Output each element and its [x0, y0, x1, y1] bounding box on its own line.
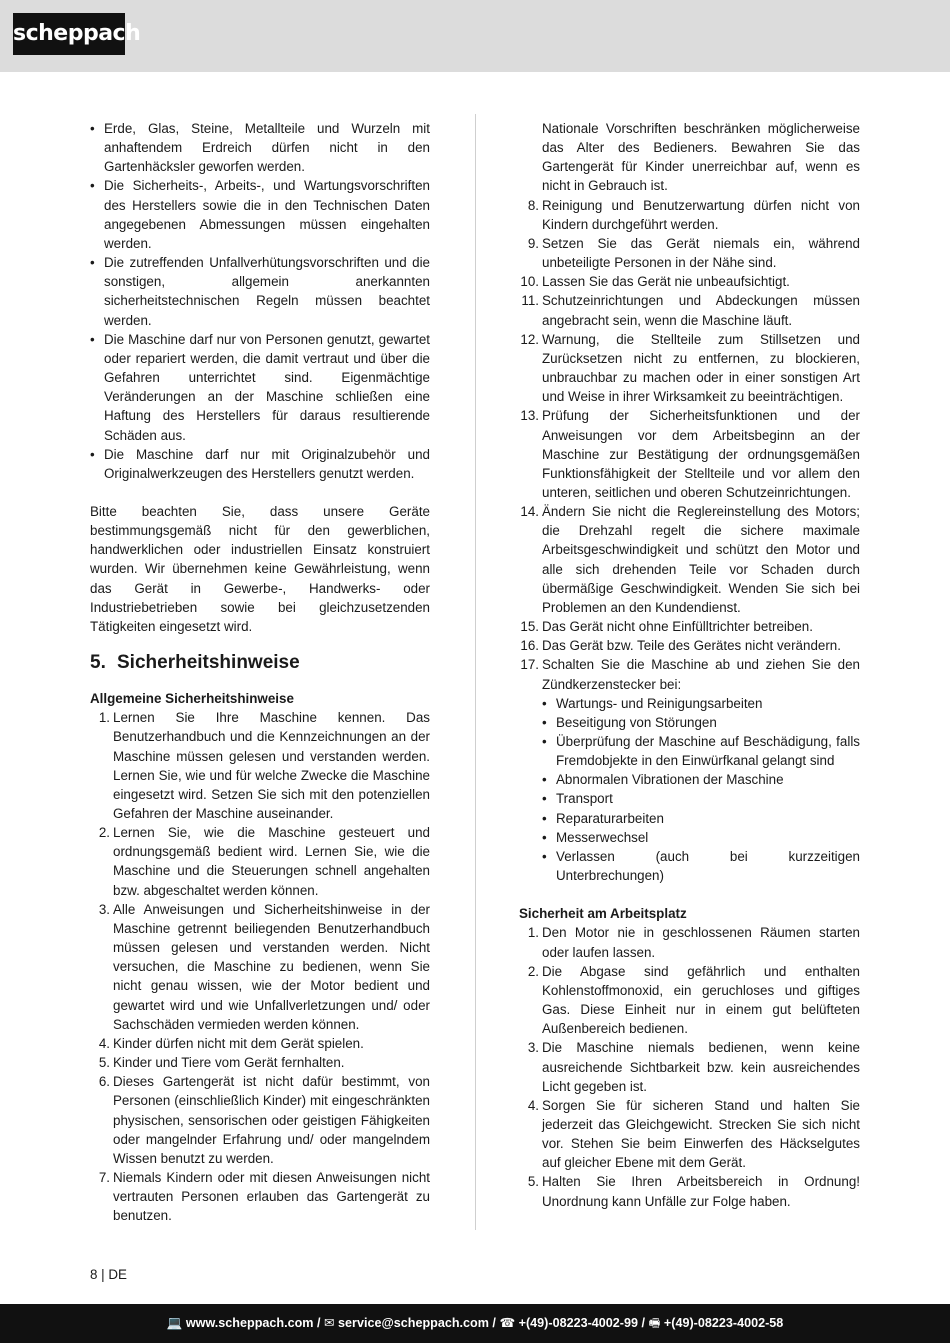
- list-item: • Transport: [542, 789, 860, 808]
- list-item: • Die zutreffenden Unfallverhütungsvorschriften und die sonstigen, allgemein anerkannten sicherheitstechnischen Regeln müssen beachtet werden.: [90, 253, 430, 330]
- page-language: DE: [108, 1267, 127, 1282]
- item-number: 3.: [527, 1040, 539, 1056]
- item-text: Warnung, die Stellteile zum Stillsetzen und Zurücksetzen nicht zu entfernen, zu blockieren, unbrauchbar zu machen oder in einer sonstigen Art und Weise in ihrer Wirksamkeit zu beeinträchtigen.: [542, 331, 860, 405]
- list-item: [90, 1072, 430, 1168]
- item-number: 1.: [527, 925, 539, 941]
- website-link[interactable]: www.scheppach.com: [185, 1316, 314, 1330]
- phone-icon: ☎: [499, 1316, 516, 1330]
- right-column: [519, 119, 860, 1211]
- list-item: • Beseitigung von Störungen: [542, 713, 860, 732]
- workplace-safety-list: [519, 923, 860, 1210]
- item-text: Halten Sie Ihren Arbeitsbereich in Ordnung! Unordnung kann Unfälle zur Folge haben.: [542, 1174, 860, 1209]
- list-item: [519, 636, 860, 655]
- list-item: [90, 1034, 430, 1053]
- spark-plug-bullet-list: [542, 694, 860, 886]
- item-text: Lernen Sie, wie die Maschine gesteuert und ordnungsgemäß bedient wird. Lernen Sie, wie die Maschine und die Steuerungen schnell angehalten bzw. abgeschaltet werden können.: [113, 825, 430, 898]
- list-item: • Überprüfung der Maschine auf Beschädigung, falls Fremdobjekte in den Einwürfkanal gelangt sind: [542, 732, 860, 770]
- list-item: [519, 330, 860, 407]
- item-number: 7.: [98, 1169, 110, 1185]
- mail-icon: ✉: [323, 1316, 335, 1330]
- item-number: 16.: [520, 638, 539, 654]
- page-number: 8 | DE: [90, 1267, 127, 1282]
- list-item: • Abnormalen Vibrationen der Maschine: [542, 770, 860, 789]
- item-number: 11.: [521, 293, 539, 309]
- footer-bar: [0, 1304, 950, 1343]
- item-number: 1.: [98, 710, 110, 726]
- item-number: 4.: [98, 1035, 110, 1051]
- item-text: Schutzeinrichtungen und Abdeckungen müssen angebracht sein, wenn die Maschine läuft.: [542, 293, 860, 328]
- item-text: Den Motor nie in geschlossenen Räumen starten oder laufen lassen.: [542, 925, 860, 960]
- list-item: • Erde, Glas, Steine, Metallteile und Wurzeln mit anhaftendem Erdreich dürfen nicht in den Gartenhäcksler geworfen werden.: [90, 119, 430, 176]
- fax-icon: 🖷: [648, 1316, 661, 1330]
- list-item: [90, 823, 430, 900]
- email-link[interactable]: service@scheppach.com: [338, 1316, 489, 1330]
- item-number: 14.: [520, 504, 539, 520]
- item-number: 15.: [520, 619, 539, 635]
- item-text: Sorgen Sie für sicheren Stand und halten Sie jederzeit das Gleichgewicht. Strecken Sie sich nicht vor. Stehen Sie beim Einwerfen des Häckselgutes auf gleicher Ebene mit dem Gerät.: [542, 1097, 860, 1171]
- item-number: 2.: [527, 963, 539, 979]
- item-text: Alle Anweisungen und Sicherheitshinweise in der Maschine getrennt beiliegenden Benutzerhandbuch müssen gelesen und verstanden werden. Nicht versuchen, die Maschine zu bedienen, wenn Sie nicht genau wissen, wie der Motor bedient und gewartet wird und wie Unfallverletzungen und/ oder Sachschäden vermieden werden können.: [113, 901, 430, 1032]
- list-item: [90, 1053, 430, 1072]
- subheading-workplace-safety: Sicherheit am Arbeitsplatz: [519, 906, 687, 922]
- item-text: Ändern Sie nicht die Reglereinstellung des Motors; die Drehzahl regelt die sichere maximale Arbeitsgeschwindigkeit und schützt den Motor und alle sich drehenden Teile vor Schaden durch übermäßige Geschwindigkeit. Wenden Sie sich bei Problemen an den Kundendienst.: [542, 504, 860, 615]
- list-item: [519, 406, 860, 502]
- item-text: Prüfung der Sicherheitsfunktionen und der Anweisungen vor dem Arbeitsbeginn an der Maschine zur Bestätigung der ordnungsgemäßen Funktionsfähigkeit der Stellteile und vor allem den unteren, seitlichen und oberen Schutzeinrichtungen.: [542, 408, 860, 500]
- continuation-text: Nationale Vorschriften beschränken möglicherweise das Alter des Bedieners. Bewahren Sie das Gartengerät für Kinder unerreichbar auf, wenn es nicht in Gebrauch ist.: [542, 121, 860, 194]
- list-item: • Die Maschine darf nur mit Originalzubehör und Originalwerkzeugen des Herstellers genutzt werden.: [90, 445, 430, 483]
- list-item: • Wartungs- und Reinigungsarbeiten: [542, 694, 860, 713]
- general-safety-list: [90, 708, 430, 1225]
- separator: /: [313, 1316, 324, 1330]
- item-number: 4.: [527, 1097, 539, 1113]
- item-number: 8.: [527, 197, 539, 213]
- computer-icon: 💻: [166, 1316, 183, 1330]
- list-item: [519, 617, 860, 636]
- list-item: [90, 900, 430, 1034]
- intro-bullet-list: [90, 119, 430, 483]
- item-number: 9.: [527, 235, 539, 251]
- item-number: 2.: [98, 825, 110, 841]
- item-text: Setzen Sie das Gerät niemals ein, während unbeteiligte Personen in der Nähe sind.: [542, 235, 860, 271]
- item-text: Reinigung und Benutzerwartung dürfen nicht von Kindern durchgeführt werden.: [542, 197, 860, 232]
- section-heading: [90, 636, 430, 689]
- page-number-value: 8: [90, 1267, 98, 1282]
- fax-number: +(49)-08223-4002-58: [663, 1316, 784, 1330]
- list-item: [519, 1038, 860, 1095]
- item-text: Niemals Kindern oder mit diesen Anweisungen nicht vertrauten Personen erlauben das Gartengerät zu benutzen.: [113, 1169, 430, 1224]
- separator: /: [488, 1316, 500, 1330]
- item-text: Die Maschine niemals bedienen, wenn keine ausreichende Sichtbarkeit bzw. kein ausreichendes Licht gegeben ist.: [542, 1040, 860, 1094]
- column-divider: [475, 114, 476, 1230]
- item-text: Kinder dürfen nicht mit dem Gerät spielen.: [113, 1035, 364, 1051]
- item-number: 10.: [520, 274, 539, 290]
- list-item: • Die Maschine darf nur von Personen genutzt, gewartet oder repariert werden, die damit vertraut und über die Gefahren unterrichtet sind. Eigenmächtige Veränderungen an der Maschine schließen eine Haftung des Herstellers für daraus resultierende Schäden aus.: [90, 330, 430, 445]
- list-item: [519, 923, 860, 961]
- item-number: 17.: [520, 657, 539, 673]
- list-item: [519, 502, 860, 617]
- item-text: Die Abgase sind gefährlich und enthalten Kohlenstoffmonoxid, ein geruchloses und giftiges Gas. Diese Einheit nur in einem gut belüfteten Außenbereich bedienen.: [542, 963, 860, 1037]
- section-title: Sicherheitshinweise: [117, 652, 300, 674]
- subheading-general-safety: Allgemeine Sicherheitshinweise: [90, 691, 294, 707]
- scheppach-logo: scheppach: [13, 13, 125, 55]
- item-number: 12.: [520, 331, 539, 347]
- list-item: [519, 291, 860, 329]
- item-number: 3.: [98, 901, 110, 917]
- header-bar: [0, 0, 950, 72]
- list-item: [519, 272, 860, 291]
- list-item: • Reparaturarbeiten: [542, 809, 860, 828]
- general-safety-list-continued: [519, 196, 860, 886]
- item-number: 6.: [98, 1074, 110, 1090]
- item-text: Das Gerät bzw. Teile des Gerätes nicht verändern.: [542, 638, 841, 654]
- item-number: 5.: [98, 1055, 110, 1071]
- list-item: • Messerwechsel: [542, 828, 860, 847]
- item-number: 5.: [527, 1174, 539, 1190]
- usage-note-paragraph: Bitte beachten Sie, dass unsere Geräte bestimmungsgemäß nicht für den gewerblichen, handwerklichen oder industriellen Einsatz konstruiert wurden. Wir übernehmen keine Gewährleistung, wenn das Gerät in Gewerbe-, Handwerks- oder Industriebetrieben sowie bei gleichzusetzenden Tätigkeiten eingesetzt wird.: [90, 503, 430, 634]
- item-text: Lassen Sie das Gerät nie unbeaufsichtigt.: [542, 274, 790, 290]
- left-column: [90, 119, 430, 1225]
- list-item: [519, 962, 860, 1039]
- item-text: Das Gerät nicht ohne Einfülltrichter betreiben.: [542, 619, 813, 635]
- item-text: Kinder und Tiere vom Gerät fernhalten.: [113, 1055, 345, 1071]
- list-item: [90, 1168, 430, 1225]
- phone-number: +(49)-08223-4002-99: [518, 1316, 639, 1330]
- list-item: [519, 655, 860, 885]
- item-text: Dieses Gartengerät ist nicht dafür bestimmt, von Personen (einschließlich Kinder) mit eingeschränkten physischen, sensorischen oder geistigen Fähigkeiten oder mangelnder Erfahrung und/ oder mangelndem Wissen benutzt zu werden.: [113, 1074, 430, 1166]
- list-item: [519, 1096, 860, 1173]
- list-item: [90, 708, 430, 823]
- list-item: [519, 196, 860, 234]
- list-item: [519, 234, 860, 272]
- item-number: 13.: [520, 408, 539, 424]
- section-number: 5.: [90, 652, 106, 674]
- list-item: • Die Sicherheits-, Arbeits-, und Wartungsvorschriften des Herstellers sowie die in den Technischen Daten angegebenen Abmessungen müssen eingehalten werden.: [90, 176, 430, 253]
- list-item: • Verlassen (auch bei kurzzeitigen Unterbrechungen): [542, 847, 860, 885]
- list-item: [519, 1172, 860, 1210]
- item-text: Schalten Sie die Maschine ab und ziehen Sie den Zündkerzenstecker bei:: [542, 657, 860, 692]
- item-text: Lernen Sie Ihre Maschine kennen. Das Benutzerhandbuch und die Kennzeichnungen an der Maschine müssen gelesen und verstanden werden. Lernen Sie, wie und für welche Zwecke die Maschine eingesetzt wird. Setzen Sie sich mit den potenziellen Gefahren der Maschine auseinander.: [113, 710, 430, 821]
- separator: /: [638, 1316, 649, 1330]
